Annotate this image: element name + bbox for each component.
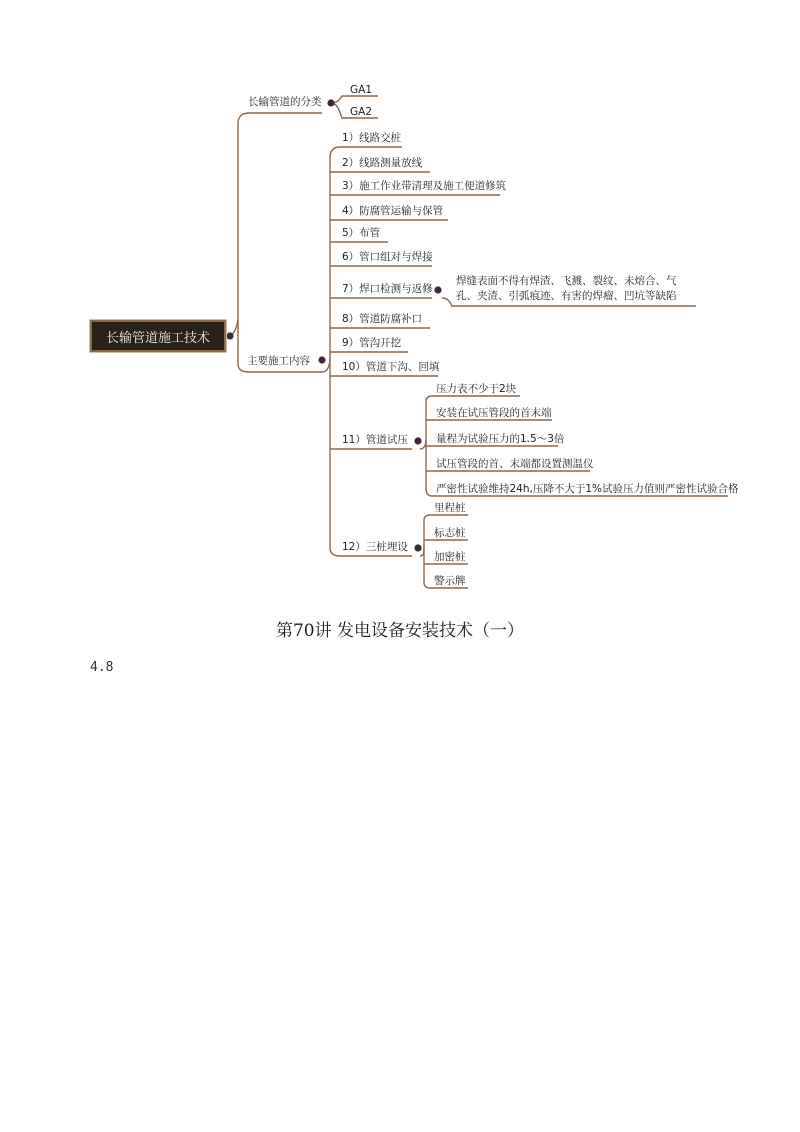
node-main-content: 主要施工内容 [247,355,310,367]
step-9: 9）管沟开挖 [342,337,402,349]
step-1: 1）线路交桩 [342,132,402,144]
pile-infill: 加密桩 [434,551,466,563]
node-ga1: GA1 [350,84,372,96]
step-2: 2）线路测量放线 [342,157,423,169]
weld-defect-note: 焊缝表面不得有焊渣、飞溅、裂纹、未熔合、气孔、夹渣、引弧痕迹、有害的焊瘤、凹坑等缺陷 [456,275,677,302]
warning-sign: 警示牌 [434,575,466,587]
node-classification: 长输管道的分类 [248,96,322,108]
pile-mileage: 里程桩 [434,502,466,514]
step-11: 11）管道试压 [342,434,408,446]
pressure-item-1: 压力表不少于2块 [436,383,517,395]
pressure-item-5: 严密性试验维持24h,压降不大于1%试验压力值则严密性试验合格 [436,483,739,495]
step-5: 5）布管 [342,227,381,239]
section-title: 第70讲 发电设备安装技术（一） [275,621,525,641]
pressure-item-2: 安装在试压管段的首末端 [436,407,552,419]
root-node [90,320,226,352]
step-7: 7）焊口检测与返修 [342,283,433,295]
pressure-item-4: 试压管段的首、末端都设置测温仪 [436,458,594,470]
node-ga2: GA2 [350,106,372,118]
step-8: 8）管道防腐补口 [342,313,423,325]
page-number: 4.8 [90,660,114,675]
step-10: 10）管道下沟、回填 [342,361,440,373]
root-label: 长输管道施工技术 [105,330,210,346]
step-6: 6）管口组对与焊接 [342,251,433,263]
step-3: 3）施工作业带清理及施工便道修筑 [342,180,507,192]
step-12: 12）三桩埋设 [342,541,408,553]
step-4: 4）防腐管运输与保管 [342,205,444,217]
pressure-item-3: 量程为试验压力的1.5～3倍 [436,433,565,445]
pile-marker: 标志桩 [434,527,466,539]
